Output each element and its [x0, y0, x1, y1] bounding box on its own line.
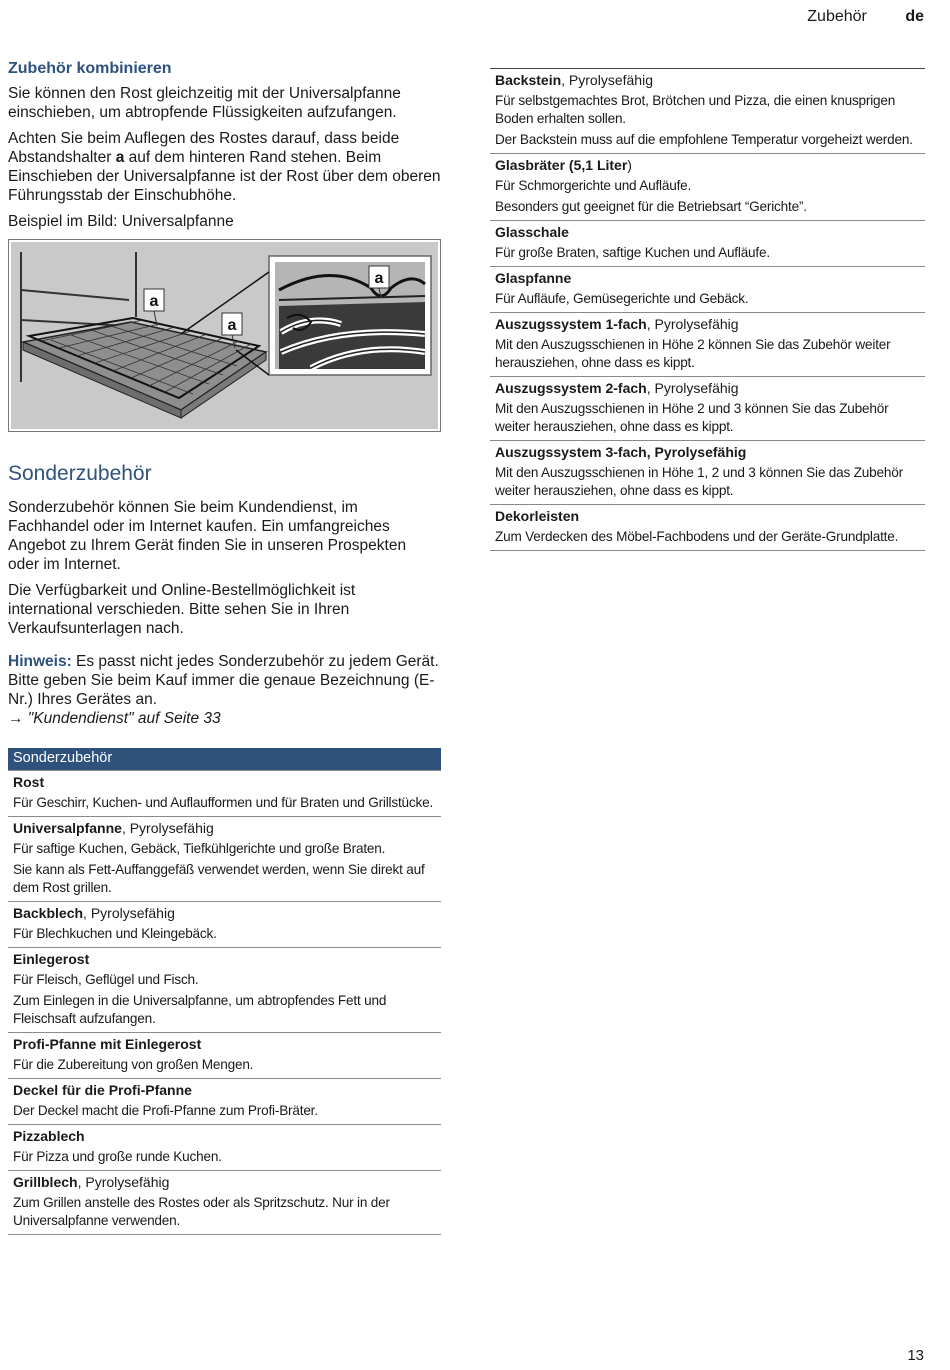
table-row [490, 267, 925, 313]
combine-paragraph-2 [8, 129, 441, 205]
hint-paragraph [8, 652, 441, 728]
item-suffix: , Pyrolysefähig [83, 905, 175, 921]
combine-example: Beispiel im Bild: Universalpfanne [8, 213, 234, 230]
item-suffix: , Pyrolysefähig [77, 1174, 170, 1190]
accessories-table-right [490, 68, 925, 551]
table-row [490, 221, 925, 267]
table-header: Sonderzubehör [8, 748, 441, 771]
item-description: Sie kann als Fett-Auffanggefäß verwendet werden, wenn Sie direkt auf dem Rost grillen. [13, 862, 425, 895]
table-row [8, 902, 441, 948]
item-description: Für große Braten, saftige Kuchen und Aufläufe. [495, 245, 770, 260]
item-title: Glasbräter (5,1 Liter [495, 157, 628, 173]
table-row [490, 154, 925, 221]
item-name [495, 223, 921, 241]
item-name [495, 379, 921, 397]
item-description: Für Blechkuchen und Kleingebäck. [13, 926, 217, 941]
item-name [13, 1035, 437, 1053]
page-number: 13 [907, 1347, 924, 1364]
item-suffix: , Pyrolysefähig [121, 820, 214, 836]
item-title: Glaspfanne [495, 270, 572, 286]
table-row [490, 69, 925, 154]
item-title: Backblech [13, 905, 84, 921]
item-description: Der Deckel macht die Profi-Pfanne zum Profi-Bräter. [13, 1103, 318, 1118]
item-description: Zum Einlegen in die Universalpfanne, um abtropfendes Fett und Fleischsaft aufzufangen. [13, 993, 387, 1026]
item-description: Mit den Auszugsschienen in Höhe 1, 2 und 3 können Sie das Zubehör weiter herausziehen, ohne dass es kippt. [495, 465, 903, 498]
item-title: Deckel für die Profi-Pfanne [13, 1082, 192, 1098]
table-row [8, 817, 441, 902]
item-title: Auszugssystem 3-fach, Pyrolysefähig [495, 444, 747, 460]
table-row [8, 771, 441, 817]
combine-p2-before: Achten Sie beim Auflegen des Rostes darauf, dass beide Abstandshalter [8, 130, 400, 166]
item-description: Besonders gut geeignet für die Betriebsart “Gerichte”. [495, 199, 807, 214]
table-row [490, 313, 925, 377]
item-description: Der Backstein muss auf die empfohlene Temperatur vorgeheizt werden. [495, 132, 913, 147]
table-row [8, 948, 441, 1033]
item-title: Auszugssystem 2-fach [495, 380, 647, 396]
item-title: Pizzablech [13, 1128, 85, 1144]
left-column [8, 60, 441, 1235]
item-title: Backstein [495, 72, 562, 88]
oven-rack-illustration [11, 242, 438, 429]
item-description: Für Fleisch, Geflügel und Fisch. [13, 972, 199, 987]
hint-label: Hinweis: [8, 653, 72, 670]
item-name [13, 1081, 437, 1099]
item-name [495, 71, 921, 89]
reference-link[interactable]: "Kundendienst" auf Seite 33 [23, 710, 221, 727]
item-name [495, 315, 921, 333]
item-description: Für Geschirr, Kuchen- und Auflaufformen und für Braten und Grillstücke. [13, 795, 434, 810]
item-suffix: ) [627, 157, 632, 173]
item-title: Einlegerost [13, 951, 90, 967]
item-description: Für Pizza und große runde Kuchen. [13, 1149, 222, 1164]
combine-p2-after: auf dem hinteren Rand stehen. Beim Einschieben der Universalpfanne ist der Rost über dem oberen Führungsstab der Einschubhöhe. [8, 149, 441, 204]
item-name [495, 443, 921, 461]
table-row [490, 377, 925, 441]
item-description: Für Aufläufe, Gemüsegerichte und Gebäck. [495, 291, 749, 306]
spacer-marker: a [115, 149, 125, 166]
illustration-figure [8, 239, 441, 432]
item-name [13, 1173, 437, 1191]
item-description: Für die Zubereitung von großen Mengen. [13, 1057, 254, 1072]
table-row [8, 1033, 441, 1079]
combine-heading: Zubehör kombinieren [8, 60, 172, 77]
item-name [495, 507, 921, 525]
table-row [8, 1171, 441, 1235]
item-description: Zum Verdecken des Möbel-Fachbodens und der Geräte-Grundplatte. [495, 529, 899, 544]
item-description: Zum Grillen anstelle des Rostes oder als Spritzschutz. Nur in der Universalpfanne verwenden. [13, 1195, 390, 1228]
item-suffix: , Pyrolysefähig [646, 316, 739, 332]
special-paragraph-1: Sonderzubehör können Sie beim Kundendienst, im Fachhandel oder im Internet kaufen. Ein umfangreiches Angebot zu Ihrem Gerät finden Sie in unseren Prospekten oder im Internet. [8, 499, 407, 573]
combine-paragraph-1: Sie können den Rost gleichzeitig mit der Universalpfanne einschieben, um abtropfende Flüssigkeiten aufzufangen. [8, 85, 401, 121]
item-name [495, 156, 921, 174]
table-row [8, 1079, 441, 1125]
item-title: Profi-Pfanne mit Einlegerost [13, 1036, 202, 1052]
right-column [490, 68, 925, 551]
item-title: Grillblech [13, 1174, 78, 1190]
item-description: Mit den Auszugsschienen in Höhe 2 und 3 können Sie das Zubehör weiter herausziehen, ohne dass es kippt. [495, 401, 889, 434]
item-title: Universalpfanne [13, 820, 122, 836]
item-name [13, 950, 437, 968]
callout-label: a [374, 270, 384, 287]
table-row [8, 1125, 441, 1171]
item-description: Für Schmorgerichte und Aufläufe. [495, 178, 692, 193]
item-name [13, 1127, 437, 1145]
item-name [13, 819, 437, 837]
header-language-code: de [905, 8, 924, 25]
page-header [807, 8, 924, 26]
item-suffix: , Pyrolysefähig [561, 72, 653, 88]
item-name [495, 269, 921, 287]
item-description: Mit den Auszugsschienen in Höhe 2 können Sie das Zubehör weiter herausziehen, ohne dass es kippt. [495, 337, 891, 370]
item-description: Für saftige Kuchen, Gebäck, Tiefkühlgerichte und große Braten. [13, 841, 386, 856]
callout-label: a [227, 317, 237, 334]
item-name [13, 773, 437, 791]
table-row [490, 505, 925, 551]
item-suffix: , Pyrolysefähig [646, 380, 739, 396]
special-accessories-heading: Sonderzubehör [8, 462, 152, 485]
item-title: Rost [13, 774, 45, 790]
hint-text: Es passt nicht jedes Sonderzubehör zu jedem Gerät. Bitte geben Sie beim Kauf immer die genaue Bezeichnung (E-Nr.) Ihres Gerätes an. [8, 653, 439, 708]
special-paragraph-2: Die Verfügbarkeit und Online-Bestellmöglichkeit ist international verschieden. Bitte sehen Sie in Ihren Verkaufsunterlagen nach. [8, 582, 356, 637]
item-description: Für selbstgemachtes Brot, Brötchen und Pizza, die einen knusprigen Boden erhalten sollen. [495, 93, 896, 126]
callout-label: a [149, 293, 159, 310]
item-title: Auszugssystem 1-fach [495, 316, 647, 332]
arrow-right-icon: → [8, 710, 24, 727]
header-section-title: Zubehör [807, 8, 867, 25]
table-row [490, 441, 925, 505]
item-title: Dekorleisten [495, 508, 580, 524]
accessories-table-left [8, 748, 441, 1235]
item-name [13, 904, 437, 922]
item-title: Glasschale [495, 224, 569, 240]
